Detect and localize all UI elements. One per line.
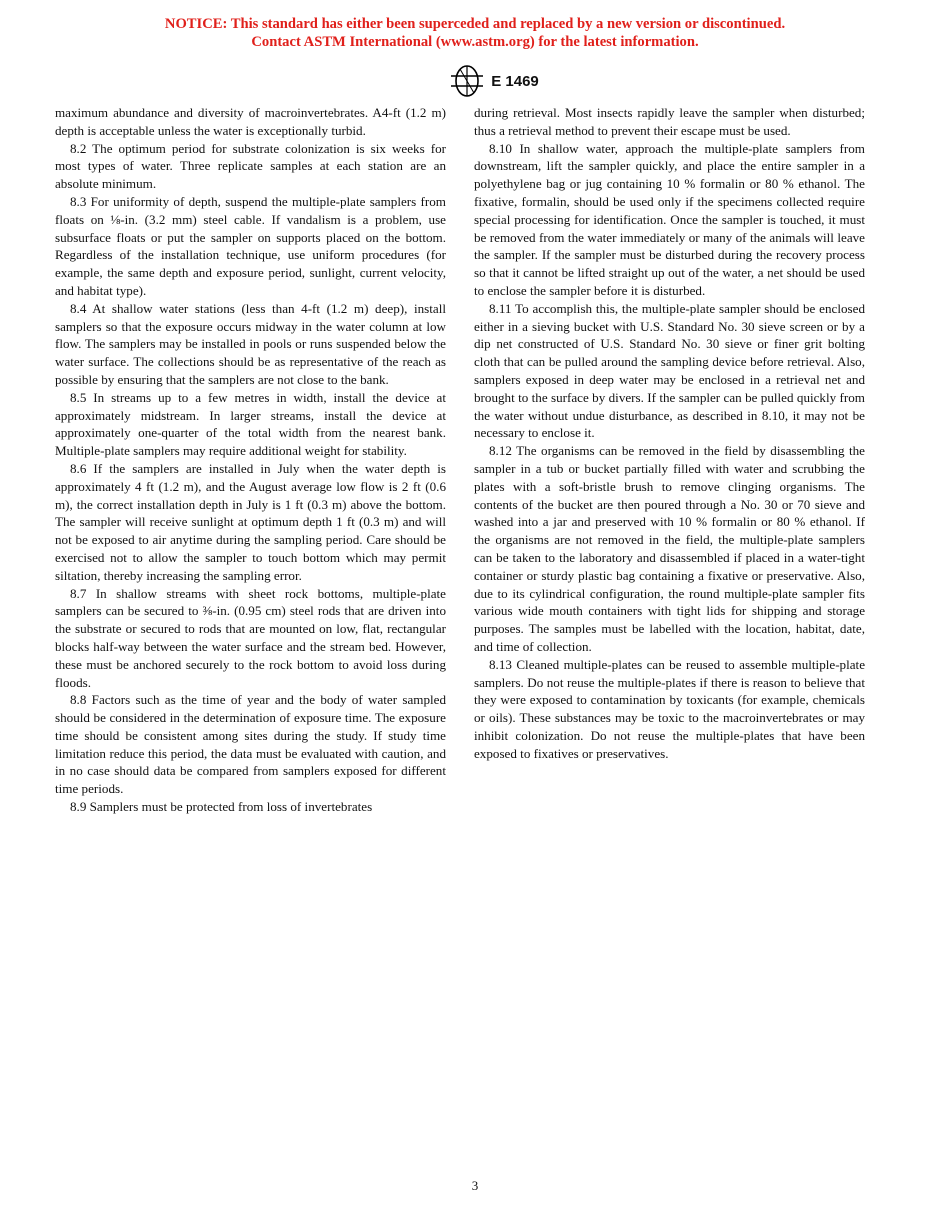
paragraph-8-12: 8.12 The organisms can be removed in the field by disassembling the sampler in a tub or bucket partially filled with water and scrubbing the plates with a soft-bristle brush to remove clinging organisms. The contents of the bucket are then poured through a No. 30 or 70 sieve and washed into a jar and preserved with 10 % formalin or 80 % ethanol. If the organisms are not removed in the field, the multiple-plate samplers can be taken to the laboratory and disassembled if placed in a water-tight container or sturdy plastic bag containing a fixative or preservative. Also, due to its cylindrical configuration, the round multiple-plate sampler fits various wide mouth containers with tight lids for shipping and storage purposes. The samples must be labelled with the location, habitat, date, and time of collection.: [474, 443, 865, 654]
right-column: [474, 104, 865, 762]
left-column: [55, 104, 446, 816]
supersession-notice: [0, 15, 950, 51]
paragraph-continuation: maximum abundance and diversity of macroinvertebrates. A4-ft (1.2 m) depth is acceptable unless the water is exceptionally turbid.: [55, 105, 446, 138]
page-number: 3: [471, 1178, 479, 1193]
paragraph-8-10: 8.10 In shallow water, approach the multiple-plate samplers from downstream, lift the sampler quickly, and place the entire sampler in a polyethylene bag or jug containing 10 % formalin or 80 % ethanol. The fixative, formalin, should be used only if the specimens collected require special processing for identification. Once the sampler is touched, it must be removed from the water immediately or many of the animals will leave the sampler. If the sampler must be disturbed during the recovery process so that it cannot be lifted straight up out of the water, a net should be used to enclose the sampler before it is disturbed.: [474, 140, 865, 298]
paragraph-8-2: 8.2 The optimum period for substrate colonization is six weeks for most types of water. Three replicate samples at each station are an absolute minimum.: [55, 140, 446, 192]
paragraph-8-3: 8.3 For uniformity of depth, suspend the multiple-plate samplers from floats on ⅛-in. (3.2 mm) steel cable. If vandalism is a problem, use subsurface floats or put the sampler on supports placed on the bottom. Regardless of the installation technique, use uniform procedures (for example, the same depth and exposure period, sunlight, current velocity, and habitat type).: [55, 193, 446, 298]
paragraph-8-4: 8.4 At shallow water stations (less than 4-ft (1.2 m) deep), install samplers so that the exposure occurs midway in the water column at low flow. The samplers may be installed in pools or runs suspended below the water surface. The collections should be as representative of the reach as possible by ensuring that the samplers are not close to the bank.: [55, 300, 446, 387]
paragraph-8-6: 8.6 If the samplers are installed in July when the water depth is approximately 4 ft (1.2 m), and the August average low flow is 2 ft (0.6 m), the correct installation depth in July is 1 ft (0.3 m) above the bottom. The sampler will receive sunlight at optimum depth 1 ft (0.3 m) and will not be exposed to air anytime during the sampling period. Care should be exercised not to allow the sampler to touch bottom which may permit siltation, thereby increasing the sampling error.: [55, 460, 446, 583]
paragraph-8-9-continuation: during retrieval. Most insects rapidly leave the sampler when disturbed; thus a retrieval method to prevent their escape must be used.: [474, 105, 865, 138]
paragraph-8-9: 8.9 Samplers must be protected from loss of invertebrates: [70, 799, 373, 815]
paragraph-8-11: 8.11 To accomplish this, the multiple-plate sampler should be enclosed either in a sieving bucket with U.S. Standard No. 30 sieve screen or by a dip net constructed of U.S. Standard No. 30 sieve or finer grit bolting cloth that can be pulled around the sampling device before retrieval. Also, samplers exposed in deep water may be enclosed in a retrieval net and brought to the surface by divers. If the sampler can be pulled quickly from the water without undue disturbance, as described in 8.10, it may not be necessary to enclose it.: [474, 300, 865, 441]
paragraph-8-8: 8.8 Factors such as the time of year and the body of water sampled should be considered in the determination of exposure time. The exposure time should be consistent among sites during the study. If study time limitation reduce this period, the data must be evaluated with caution, and in no case should data be compared from samplers exposed for different time periods.: [55, 692, 446, 797]
paragraph-8-13: 8.13 Cleaned multiple-plates can be reused to assemble multiple-plate samplers. Do not reuse the multiple-plates if there is reason to believe that they were exposed to contamination by toxicants (for example, chemicals or oils). These substances may be toxic to the macroinvertebrates or may inhibit colonization. Do not reuse the multiple-plates that have been exposed to fixatives or preservatives.: [474, 656, 865, 761]
astm-logo-icon: [447, 64, 487, 98]
notice-line-1: NOTICE: This standard has either been superceded and replaced by a new version or discontinued.: [164, 16, 786, 32]
standard-designation: E 1469: [491, 72, 539, 90]
paragraph-8-7: 8.7 In shallow streams with sheet rock bottoms, multiple-plate samplers can be secured to ⅜-in. (0.95 cm) steel rods that are driven into the substrate or secured to rods that are mounted on low, flat, rectangular blocks half-way between the water surface and the stream bed. However, these must be anchored securely to the rock bottom to avoid loss during floods.: [55, 585, 446, 690]
paragraph-8-5: 8.5 In streams up to a few metres in width, install the device at approximately midstream. In larger streams, install the device at approximately one-quarter of the total width from the nearest bank. Multiple-plate samplers may require additional weight for stability.: [55, 389, 446, 459]
document-header: [0, 64, 950, 98]
notice-line-2: Contact ASTM International (www.astm.org) for the latest information.: [251, 34, 699, 50]
